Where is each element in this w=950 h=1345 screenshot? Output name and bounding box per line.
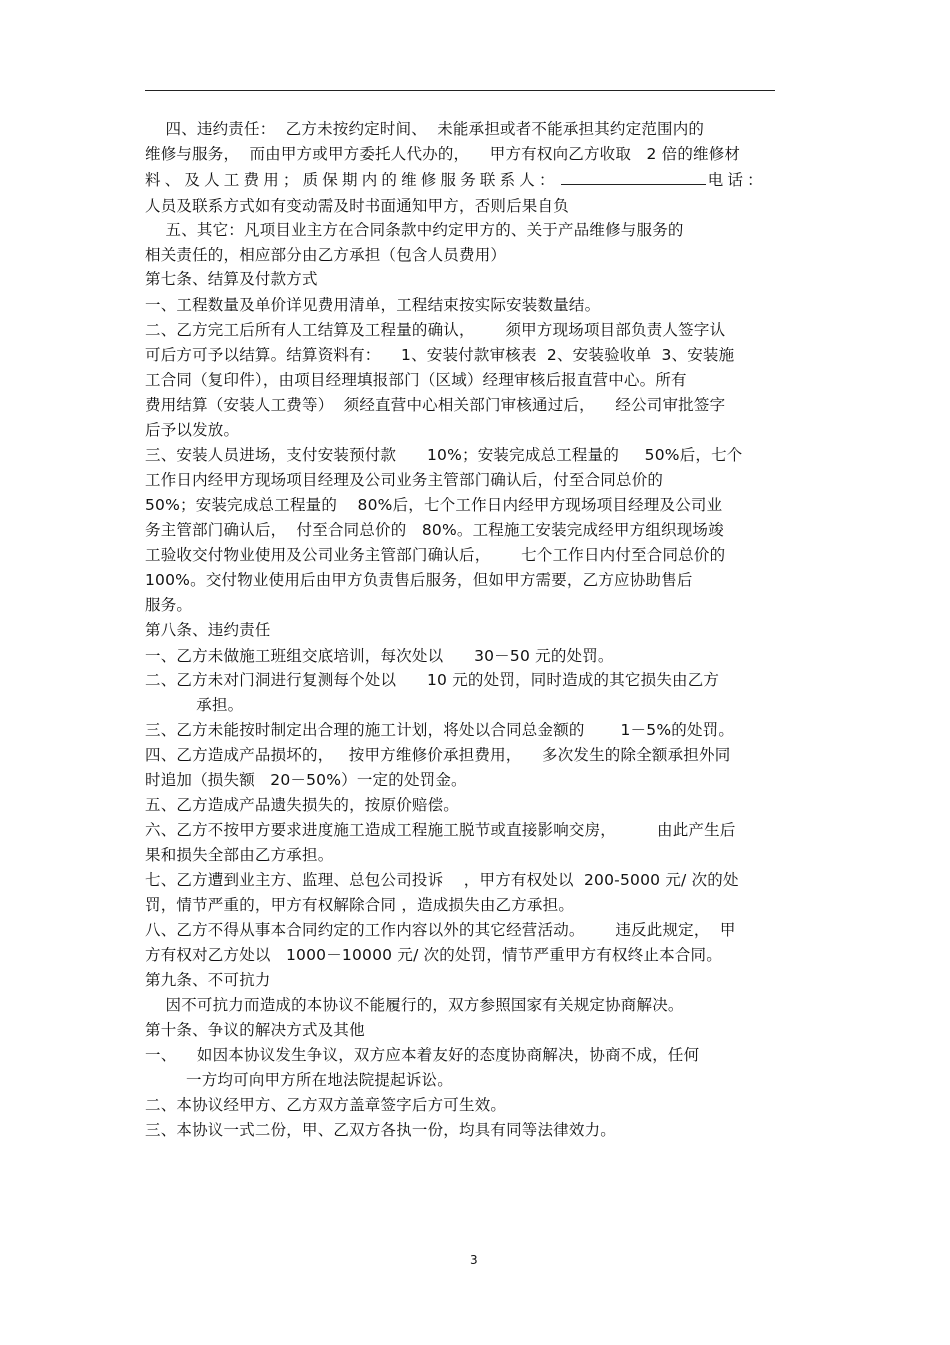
page-number: 3: [470, 1253, 478, 1267]
text-line: 100%。交付物业使用后由甲方负责售后服务，但如甲方需要，乙方应协助售后: [145, 571, 693, 589]
text-line: 时追加（损失额 20－50%）一定的处罚金。: [145, 771, 467, 789]
text-line: 一、工程数量及单价详见费用清单，工程结束按实际安装数量结。: [145, 296, 601, 314]
text-line: 务主管部门确认后， 付至合同总价的 80%。工程施工安装完成经甲方组织现场竣: [145, 521, 724, 539]
text-line: 方有权对乙方处以 1000－10000 元/ 次的处罚，情节严重甲方有权终止本合同。: [145, 946, 722, 964]
text-line: 二、乙方完工后所有人工结算及工程量的确认， 须甲方现场项目部负责人签字认: [145, 321, 726, 339]
text-line: 服务。: [145, 596, 193, 614]
section-heading: 第九条、不可抗力: [145, 971, 271, 989]
section-heading: 第八条、违约责任: [145, 621, 271, 639]
text-line: 费用结算（安装人工费等） 须经直营中心相关部门审核通过后， 经公司审批签字: [145, 396, 726, 414]
text-line: 50%；安装完成总工程量的 80%后，七个工作日内经甲方现场项目经理及公司业: [145, 496, 723, 514]
text-line: 后予以发放。: [145, 421, 240, 439]
text-line: 人员及联系方式如有变动需及时书面通知甲方，否则后果自负: [145, 197, 569, 215]
text-line: 五、乙方造成产品遗失损失的，按原价赔偿。: [145, 796, 460, 814]
contact-blank: [561, 170, 706, 185]
text-line: 罚，情节严重的，甲方有权解除合同 ，造成损失由乙方承担。: [145, 896, 575, 914]
text-line: 一、 如因本协议发生争议，双方应本着友好的态度协商解决，协商不成，任何: [145, 1046, 700, 1064]
text-line: 一方均可向甲方所在地法院提起诉讼。: [145, 1071, 453, 1089]
text-line: 工合同（复印件），由项目经理填报部门（区域）经理审核后报直营中心。所有: [145, 371, 687, 389]
text-line: 四、违约责任： 乙方未按约定时间、 未能承担或者不能承担其约定范围内的: [145, 120, 705, 138]
text-line: 维修与服务， 而由甲方或甲方委托人代办的， 甲方有权向乙方收取 2 倍的维修材: [145, 145, 741, 163]
text-line: 可后方可予以结算。结算资料有： 1、安装付款审核表 2、安装验收单 3、安装施: [145, 346, 735, 364]
text-line: 二、乙方未对门洞进行复测每个处以 10 元的处罚，同时造成的其它损失由乙方: [145, 671, 720, 689]
text-line: 因不可抗力而造成的本协议不能履行的，双方参照国家有关规定协商解决。: [145, 996, 684, 1014]
text-line: 承担。: [145, 696, 244, 714]
text-line: 三、本协议一式二份，甲、乙双方各执一份，均具有同等法律效力。: [145, 1121, 617, 1139]
header-rule: [145, 90, 775, 91]
text-line: 工作日内经甲方现场项目经理及公司业务主管部门确认后，付至合同总价的: [145, 471, 664, 489]
text-line: 料、及人工费用；质保期内的维修服务联系人：: [145, 171, 559, 189]
text-line: 三、乙方未能按时制定出合理的施工计划，将处以合同总金额的 1－5%的处罚。: [145, 721, 735, 739]
text-line-with-blank: [145, 169, 767, 191]
text-line: 五、其它：凡项目业主方在合同条款中约定甲方的、关于产品维修与服务的: [145, 221, 684, 239]
text-line: 一、乙方未做施工班组交底培训，每次处以 30－50 元的处罚。: [145, 647, 614, 665]
text-line: 二、本协议经甲方、乙方双方盖章签字后方可生效。: [145, 1096, 507, 1114]
text-line: 工验收交付物业使用及公司业务主管部门确认后， 七个工作日内付至合同总价的: [145, 546, 726, 564]
section-heading: 第十条、争议的解决方式及其他: [145, 1021, 365, 1039]
phone-label: 电话：: [707, 171, 767, 189]
text-line: 八、乙方不得从事本合同约定的工作内容以外的其它经营活动。 违反此规定， 甲: [145, 921, 736, 939]
section-heading: 第七条、结算及付款方式: [145, 270, 318, 288]
text-line: 相关责任的，相应部分由乙方承担（包含人员费用）: [145, 246, 507, 264]
text-line: 四、乙方造成产品损坏的， 按甲方维修价承担费用， 多次发生的除全额承担外同: [145, 746, 731, 764]
text-line: 果和损失全部由乙方承担。: [145, 846, 334, 864]
text-line: 六、乙方不按甲方要求进度施工造成工程施工脱节或直接影响交房， 由此产生后: [145, 821, 736, 839]
text-line: 三、安装人员进场，支付安装预付款 10%；安装完成总工程量的 50%后，七个: [145, 446, 743, 464]
text-line: 七、乙方遭到业主方、监理、总包公司投诉 ，甲方有权处以 200-5000 元/ 次的处: [145, 871, 739, 889]
